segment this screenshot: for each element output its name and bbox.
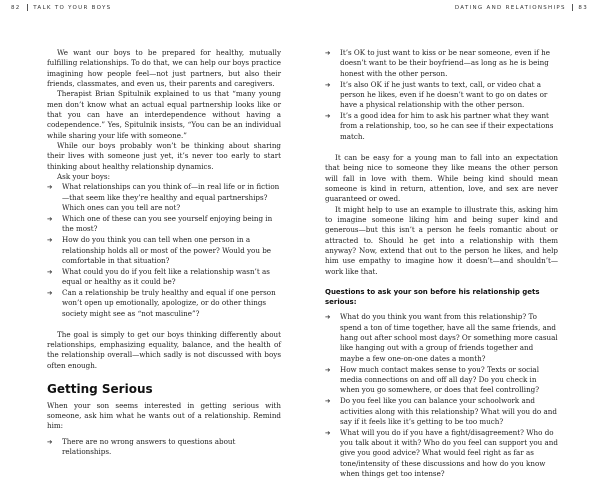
left-page	[0, 0, 300, 456]
list-item-text: What could you do if you felt like a relationship wasn’t as equal or healthy as it could be?	[62, 266, 270, 287]
left-text-column	[47, 48, 281, 458]
spacer	[47, 371, 281, 381]
arrow-right-icon: ➔	[47, 236, 53, 245]
right-running-title: DATING AND RELATIONSHIPS	[454, 5, 566, 11]
list-item-text: Do you feel like you can balance your schoolwork and activities along with this relationship? What will you do and say if it feels like it’s getting to be too much?	[340, 396, 557, 426]
list-item	[325, 396, 558, 427]
paragraph: It can be easy for a young man to fall into an expectation that being nice to someone they like means the other person will fall in love with them. While being kind should mean someone is kind in return, attention, love, and sex are never guaranteed or owed.	[325, 152, 558, 204]
arrow-right-icon: ➔	[325, 80, 331, 89]
list-item	[325, 80, 558, 111]
section-heading: Getting Serious	[47, 381, 153, 396]
arrow-right-icon: ➔	[325, 49, 331, 57]
list-item	[325, 365, 558, 396]
list-item-text: What will you do if you have a fight/disagreement? Who do you talk about it with? Who do you feel can support you and give you good advice? What would feel right as far as tone/intensity of these discussions and how do you know when things get too intense?	[340, 427, 558, 479]
list-item-text: It’s also OK if he just wants to text, call, or video chat a person he likes, even if he doesn’t want to go on dates or have a physical relationship with the other person.	[340, 79, 548, 110]
left-page-number: 82	[11, 5, 21, 11]
arrow-right-icon: ➔	[47, 267, 53, 276]
arrow-right-icon: ➔	[325, 313, 331, 322]
arrow-right-icon: ➔	[325, 397, 331, 406]
paragraph: While our boys probably won’t be thinking about sharing their lives with someone just yet, it’s never too early to start thinking about healthy relationship dynamics.	[47, 141, 281, 171]
reminder-list	[47, 437, 281, 458]
arrow-right-icon: ➔	[47, 288, 53, 297]
paragraph: Therapist Brian Spitulnik explained to us that “many young men don’t know what an actual equal partnership looks like or that you can have an interdependence without having a codependence.” Yes, Spitulnik insists, “You can be an individual while sharing your life with someone.”	[47, 89, 281, 140]
list-item	[47, 235, 281, 266]
right-running-head	[455, 4, 588, 11]
right-page	[300, 0, 600, 479]
running-head-divider	[27, 4, 28, 11]
paragraph: When your son seems interested in getting serious with someone, ask him what he wants out of a relationship. Remind him:	[47, 400, 281, 431]
list-item	[325, 428, 558, 480]
right-text-column	[325, 48, 558, 480]
list-item-text: Which one of these can you see yourself enjoying being in the most?	[62, 214, 273, 234]
list-item	[47, 182, 281, 213]
spacer	[325, 143, 558, 153]
arrow-right-icon: ➔	[325, 428, 331, 437]
arrow-right-icon: ➔	[325, 365, 331, 374]
arrow-right-icon: ➔	[47, 437, 53, 446]
list-item	[325, 312, 558, 364]
paragraph: It might help to use an example to illustrate this, asking him to imagine someone liking him and being super kind and generous—but this isn’t a person he feels romantic about or attracted to. Should he get into a relationship with them anyway? Now, extend that out to the person he likes, and help him use empathy to imagine how it doesn’t—and shouldn’t—work like that.	[325, 204, 558, 276]
question-list	[325, 312, 558, 479]
list-item	[47, 267, 281, 288]
list-item	[47, 214, 281, 235]
paragraph: We want our boys to be prepared for healthy, mutually fulfilling relationships. To do that, we can help our boys practice imagining how people feel—not just partners, but also their friends, classmates, and even us, their parents and caregivers.	[47, 48, 281, 89]
left-running-head	[11, 4, 111, 11]
paragraph: The goal is simply to get our boys thinking differently about relationships, emphasizing equality, balance, and the health of the relationship overall—which sadly is not discussed with boys often enough.	[47, 329, 281, 370]
subheading: Questions to ask your son before his relationship gets serious:	[325, 288, 540, 307]
left-running-title: TALK TO YOUR BOYS	[33, 5, 112, 11]
right-page-number: 83	[578, 5, 588, 11]
arrow-right-icon: ➔	[47, 183, 53, 192]
spacer	[47, 319, 281, 329]
arrow-right-icon: ➔	[47, 215, 53, 223]
list-item-text: What do you think you want from this relationship? To spend a ton of time together, have all the same friends, and hang out after school most days? Or something more casual like hanging out with a group of friends together and maybe a few one-on-one dates a month?	[340, 312, 558, 363]
arrow-right-icon: ➔	[325, 112, 331, 121]
question-list	[47, 182, 281, 318]
list-item	[325, 111, 558, 142]
list-item-text: Can a relationship be truly healthy and equal if one person won’t open up emotionally, apologize, or do other things society might see as “not masculine”?	[62, 287, 276, 318]
list-item-text: How do you think you can tell when one person in a relationship holds all or most of the power? Would you be comfortable in that situation?	[62, 235, 272, 265]
list-item-text: There are no wrong answers to questions about relationships.	[62, 436, 236, 456]
spacer	[325, 277, 558, 287]
list-item	[47, 437, 281, 458]
running-head-divider	[572, 4, 573, 11]
paragraph: Ask your boys:	[57, 172, 111, 182]
list-item-text: What relationships can you think of—in real life or in fiction—that seem like they’re healthy and equal partnerships? Which ones can you tell are not?	[62, 182, 280, 213]
reminder-list-continued	[325, 48, 558, 142]
list-item	[47, 288, 281, 319]
list-item-text: It’s OK to just want to kiss or be near someone, even if he doesn’t want to be their boyfriend—as long as he is being honest with the other person.	[340, 48, 550, 78]
list-item-text: It’s a good idea for him to ask his partner what they want from a relationship, too, so he can see if their expectations match.	[340, 111, 554, 141]
list-item	[325, 48, 558, 79]
list-item-text: How much contact makes sense to you? Texts or social media connections on and off all day? Do you check in when you go somewhere, or does that feel controlling?	[340, 364, 540, 395]
